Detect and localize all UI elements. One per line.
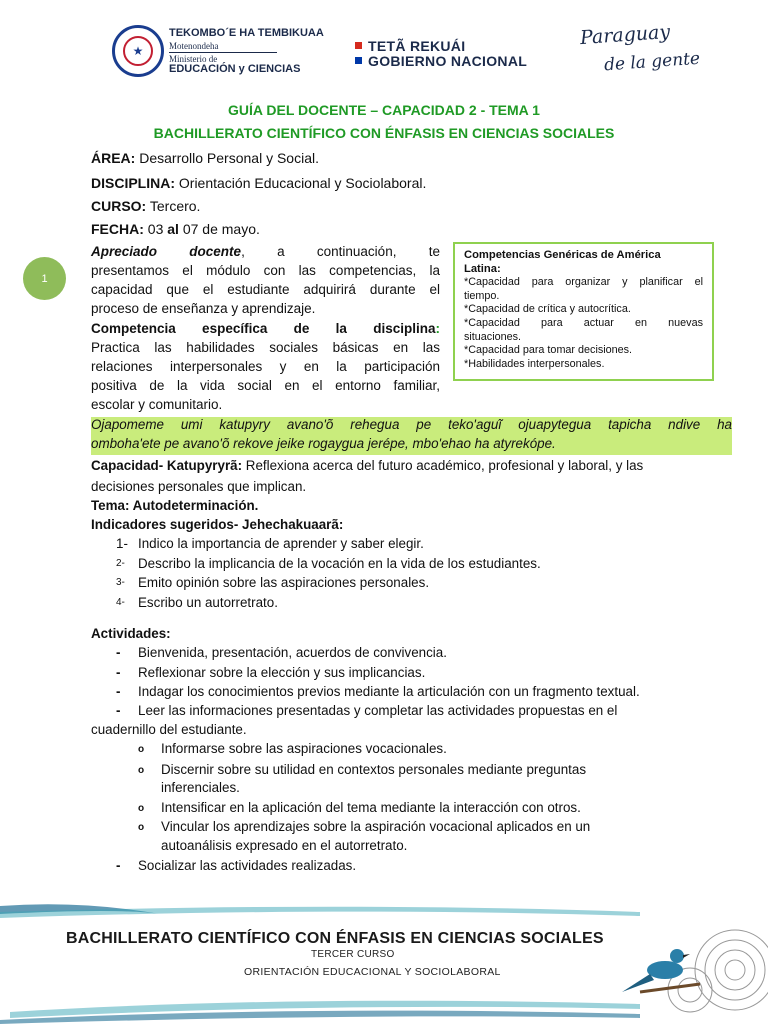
box-line-5: situaciones. (464, 330, 522, 343)
fecha-field (91, 221, 260, 237)
national-seal-logo (112, 25, 164, 77)
competencia-line-2: relaciones interpersonales y en la participación (91, 359, 440, 374)
indicador-text-4: Escribo un autorretrato. (138, 595, 278, 610)
sub-bullet-4: o (138, 822, 145, 833)
sub-bullet-2: o (138, 765, 145, 776)
box-line-2: tiempo. (464, 289, 500, 302)
slogan-line2: de la gente (603, 48, 701, 76)
ministry-divider (169, 52, 277, 53)
guarani-line-1: Ojapomeme umi katupyry avano'õ rehegua pe teko'aguĩ ojuapytegua tapicha ndive ha (91, 417, 732, 432)
competencia-label: Competencia específica de la disciplina (91, 321, 436, 336)
actividad-dash-5: - (116, 858, 121, 873)
indicador-number-2: 2- (116, 558, 125, 569)
box-title-1: Competencias Genéricas de América (464, 249, 661, 261)
footer-wave-decoration (0, 900, 768, 1024)
intro-line-1 (91, 242, 440, 261)
intro-line-3: capacidad que el estudiante adquirirá durante el (91, 282, 440, 297)
competencia-line-3: positiva de la vida social en el entorno familiar, (91, 378, 440, 393)
capacidad-text: Reflexiona acerca del futuro académico, profesional y laboral, y las (242, 458, 644, 473)
fecha-value-al: al (167, 221, 179, 237)
ministry-sub-spanish: Ministerio de (169, 54, 218, 64)
actividad-4: Leer las informaciones presentadas y completar las actividades propuestas en el (138, 703, 618, 718)
curso-value: Tercero. (146, 198, 201, 214)
disciplina-value: Orientación Educacional y Sociolaboral. (175, 175, 427, 191)
fecha-label: FECHA: (91, 221, 144, 237)
sub-actividad-3: Intensificar en la aplicación del tema mediante la interacción con otros. (161, 800, 581, 815)
disciplina-label: DISCIPLINA: (91, 175, 175, 191)
indicador-number-4: 4- (116, 597, 125, 608)
area-value: Desarrollo Personal y Social. (135, 150, 319, 166)
competencia-colon: : (435, 321, 440, 336)
actividad-5: Socializar las actividades realizadas. (138, 858, 357, 873)
curso-field (91, 198, 200, 214)
indicador-text-3: Emito opinión sobre las aspiraciones personales. (138, 575, 430, 590)
star-icon: ★ (123, 36, 153, 66)
guide-title: GUÍA DEL DOCENTE – CAPACIDAD 2 - TEMA 1 (228, 102, 540, 118)
indicador-number-3: 3- (116, 577, 125, 588)
footer-course: TERCER CURSO (311, 949, 395, 960)
actividad-4-cont: cuadernillo del estudiante. (91, 722, 247, 737)
indicador-text-2: Describo la implicancia de la vocación en la vida de los estudiantes. (138, 556, 541, 571)
program-title: BACHILLERATO CIENTÍFICO CON ÉNFASIS EN CIENCIAS SOCIALES (153, 125, 615, 141)
box-title-2: Latina: (464, 262, 501, 275)
bird-icon (622, 949, 700, 992)
curso-label: CURSO: (91, 198, 147, 214)
box-line-4: *Capacidad para actuar en nuevas (464, 316, 703, 329)
sub-actividad-4: Vincular los aprendizajes sobre la aspiración vocacional aplicados en un (161, 819, 591, 834)
box-line-3: *Capacidad de crítica y autocrítica. (464, 303, 631, 316)
flag-blue-icon (355, 57, 362, 64)
competencia-line-1: Practica las habilidades sociales básicas en las (91, 340, 440, 355)
competencias-genericas-box (453, 242, 714, 381)
footer-discipline: ORIENTACIÓN EDUCACIONAL Y SOCIOLABORAL (244, 966, 501, 978)
sub-actividad-4-cont: autoanálisis expresado en el autorretrato. (161, 838, 408, 853)
box-line-1: *Capacidad para organizar y planificar el (464, 276, 703, 289)
page-number-badge: 1 (23, 257, 66, 300)
capacidad-line-2: decisiones personales que implican. (91, 479, 307, 494)
flag-red-icon (355, 42, 362, 49)
ministry-sub-guarani: Motenondeha (169, 41, 219, 51)
ministry-name-guarani: TEKOMBO´E HA TEMBIKUAA (169, 27, 324, 39)
sub-actividad-1: Informarse sobre las aspiraciones vocacionales. (161, 741, 447, 756)
intro-line-1-text: , a continuación, te (241, 244, 440, 259)
box-line-7: *Habilidades interpersonales. (464, 357, 605, 370)
actividad-dash-3: - (116, 684, 121, 699)
intro-line-4: proceso de enseñanza y aprendizaje. (91, 301, 316, 316)
competencia-line-4: escolar y comunitario. (91, 397, 223, 412)
fecha-value-end: 07 de mayo. (178, 221, 260, 237)
area-label: ÁREA: (91, 150, 136, 166)
indicadores-label: Indicadores sugeridos- Jehechakuaarã: (91, 517, 344, 532)
sub-actividad-2: Discernir sobre su utilidad en contextos personales mediante preguntas (161, 762, 587, 777)
slogan-line1: Paraguay (579, 20, 671, 50)
disciplina-field (91, 175, 426, 191)
gov-name-spanish: GOBIERNO NACIONAL (368, 53, 528, 69)
sub-bullet-1: o (138, 744, 145, 755)
indicador-text-1: Indico la importancia de aprender y saber elegir. (138, 536, 424, 551)
tema-line: Tema: Autodeterminación. (91, 498, 259, 513)
actividad-dash-2: - (116, 665, 121, 680)
actividad-2: Reflexionar sobre la elección y sus implicancias. (138, 665, 426, 680)
capacidad-line-1 (91, 458, 643, 473)
fecha-value-start: 03 (143, 221, 168, 237)
actividad-dash-1: - (116, 645, 121, 660)
gov-name-guarani: TETÃ REKUÁI (368, 38, 466, 54)
ministry-name-spanish: EDUCACIÓN y CIENCIAS (169, 63, 301, 75)
competencia-label-line (91, 319, 440, 338)
actividad-1: Bienvenida, presentación, acuerdos de convivencia. (138, 645, 447, 660)
sub-bullet-3: o (138, 803, 145, 814)
actividad-3: Indagar los conocimientos previos mediante la articulación con un fragmento textual. (138, 684, 640, 699)
sub-actividad-2-cont: inferenciales. (161, 780, 240, 795)
area-field (91, 150, 319, 166)
actividad-dash-4: - (116, 703, 121, 718)
intro-line-2: presentamos el módulo con las competencias, la (91, 263, 440, 278)
footer-program-title: BACHILLERATO CIENTÍFICO CON ÉNFASIS EN CIENCIAS SOCIALES (66, 930, 604, 947)
guarani-line-2: omboha'ete pe avano'õ rekove jeike rogaygua jerépe, mbo'ehao ha atyrekópe. (91, 436, 556, 451)
intro-lead: Apreciado docente (91, 244, 242, 259)
capacidad-label: Capacidad- Katupyryrã: (91, 458, 243, 473)
actividades-label: Actividades: (91, 626, 171, 641)
indicador-number-1: 1- (116, 536, 128, 551)
box-line-6: *Capacidad para tomar decisiones. (464, 344, 633, 357)
